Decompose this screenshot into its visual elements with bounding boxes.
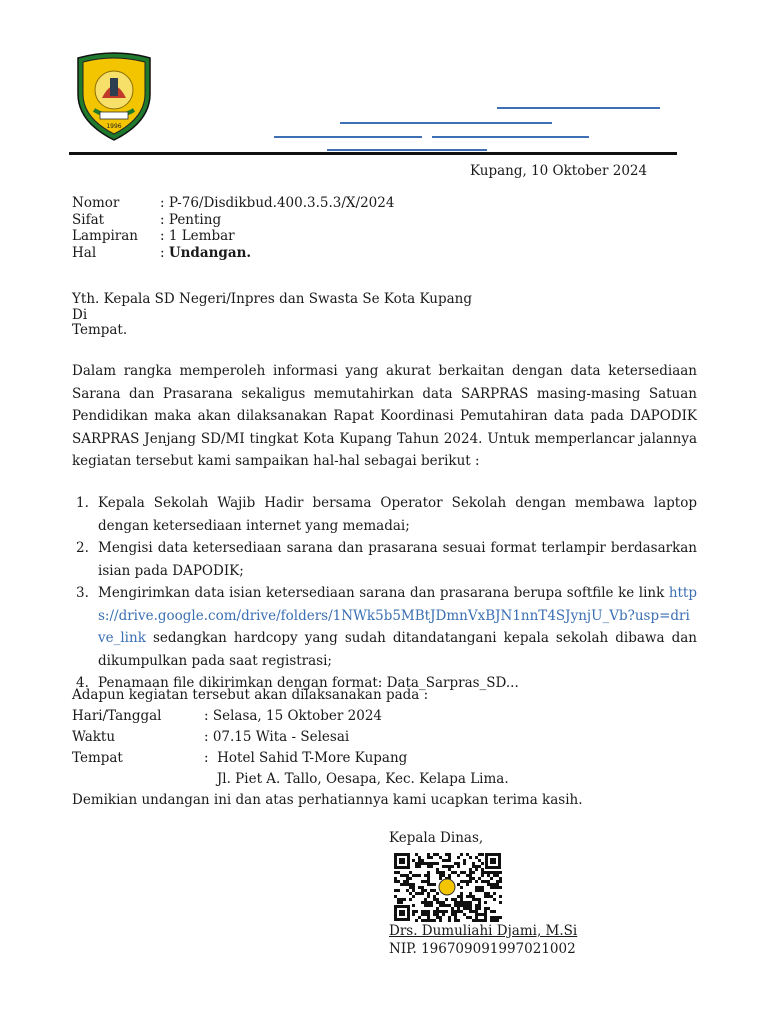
kota-kupang-logo-icon (72, 50, 156, 142)
list-item (72, 492, 697, 537)
letterhead-line-3 (274, 136, 422, 138)
schedule-value: : 07.15 Wita - Selesai (204, 729, 350, 745)
schedule-block (72, 706, 509, 790)
schedule-key: Tempat (72, 750, 123, 766)
schedule-row (72, 769, 509, 790)
letter-meta (72, 195, 394, 261)
meta-value: : P-76/Disdikbud.400.3.5.3/X/2024 (160, 195, 395, 211)
instruction-list (72, 492, 697, 695)
list-text: Penamaan file dikirimkan dengan format: Data_Sarpras_SD... (98, 675, 519, 691)
list-number: 3. (76, 585, 89, 601)
schedule-value: : Hotel Sahid T-More Kupang (204, 750, 408, 766)
meta-value: : 1 Lembar (160, 228, 235, 244)
schedule-value: : Selasa, 15 Oktober 2024 (204, 708, 383, 724)
recipient-line-2: Di (72, 306, 88, 323)
schedule-value: Jl. Piet A. Tallo, Oesapa, Kec. Kelapa Lima. (204, 771, 509, 787)
meta-value (160, 245, 251, 262)
closing-sentence: Demikian undangan ini dan atas perhatiannya kami ucapkan terima kasih. (72, 792, 583, 808)
schedule-key (72, 769, 204, 790)
meta-value: : Penting (160, 211, 222, 228)
recipient-line-1: Yth. Kepala SD Negeri/Inpres dan Swasta Se Kota Kupang (72, 291, 472, 307)
list-text-before: Mengirimkan data isian ketersediaan sarana dan prasarana berupa softfile ke link (98, 585, 669, 601)
meta-key: Hal (72, 244, 97, 261)
schedule-row (72, 748, 509, 769)
list-number: 1. (76, 495, 89, 511)
meta-key: Lampiran (72, 228, 138, 244)
schedule-intro: Adapun kegiatan tersebut akan dilaksanakan pada : (72, 687, 429, 703)
signature-qr-code-icon (391, 852, 503, 922)
letter-date: Kupang, 10 Oktober 2024 (470, 163, 648, 179)
meta-subject: Undangan. (168, 244, 252, 261)
meta-key: Sifat (72, 211, 105, 228)
signature-title: Kepala Dinas, (389, 830, 484, 846)
letterhead-line-5 (327, 149, 487, 151)
schedule-row (72, 727, 509, 748)
list-text: Kepala Sekolah Wajib Hadir bersama Operator Sekolah dengan membawa laptop dengan ketersediaan internet yang memadai; (98, 495, 697, 534)
meta-row-nomor (72, 195, 394, 212)
recipient-line-3: Tempat. (72, 322, 128, 338)
schedule-key: Hari/Tanggal (72, 708, 162, 724)
list-text-after: sedangkan hardcopy yang sudah ditandatangani kepala sekolah dibawa dan dikumpulkan pada saat registrasi; (98, 630, 697, 669)
recipient-block (72, 292, 472, 339)
schedule-key: Waktu (72, 729, 116, 745)
signatory-name: Drs. Dumuliahi Djami, M.Si (389, 923, 578, 939)
signatory-nip: NIP. 196709091997021002 (389, 941, 576, 957)
meta-row-sifat (72, 212, 394, 229)
list-item (72, 537, 697, 582)
list-number: 2. (76, 540, 89, 556)
list-number: 4. (76, 675, 89, 691)
list-item (72, 582, 697, 672)
meta-row-hal (72, 245, 394, 262)
letterhead-rule (69, 152, 677, 155)
meta-value-prefix: : (160, 244, 169, 261)
logo-year: 1996 (106, 123, 122, 130)
meta-key: Nomor (72, 195, 120, 211)
schedule-row (72, 706, 509, 727)
letterhead-line-4 (432, 136, 589, 138)
drive-link[interactable]: https://drive.google.com/drive/folders/1NWk5b5MBtJDmnVxBJN1nnT4SJynjU_Vb?usp=drive_link (98, 585, 697, 646)
body-paragraph: Dalam rangka memperoleh informasi yang akurat berkaitan dengan data ketersediaan Sarana dan Prasarana sekaligus memutahirkan data SARPRAS masing-masing Satuan Pendidikan maka akan dilaksanakan Rapat Koordinasi Pemutahiran data pada DAPODIK SARPRAS Jenjang SD/MI tingkat Kota Kupang Tahun 2024. Untuk memperlancar jalannya kegiatan tersebut kami sampaikan hal-hal sebagai berikut : (72, 363, 697, 469)
list-text: Mengisi data ketersediaan sarana dan prasarana sesuai format terlampir berdasarkan isian pada DAPODIK; (98, 540, 697, 579)
meta-row-lampiran (72, 228, 394, 245)
letterhead-line-2 (340, 122, 552, 124)
letterhead-line-1 (497, 107, 660, 109)
